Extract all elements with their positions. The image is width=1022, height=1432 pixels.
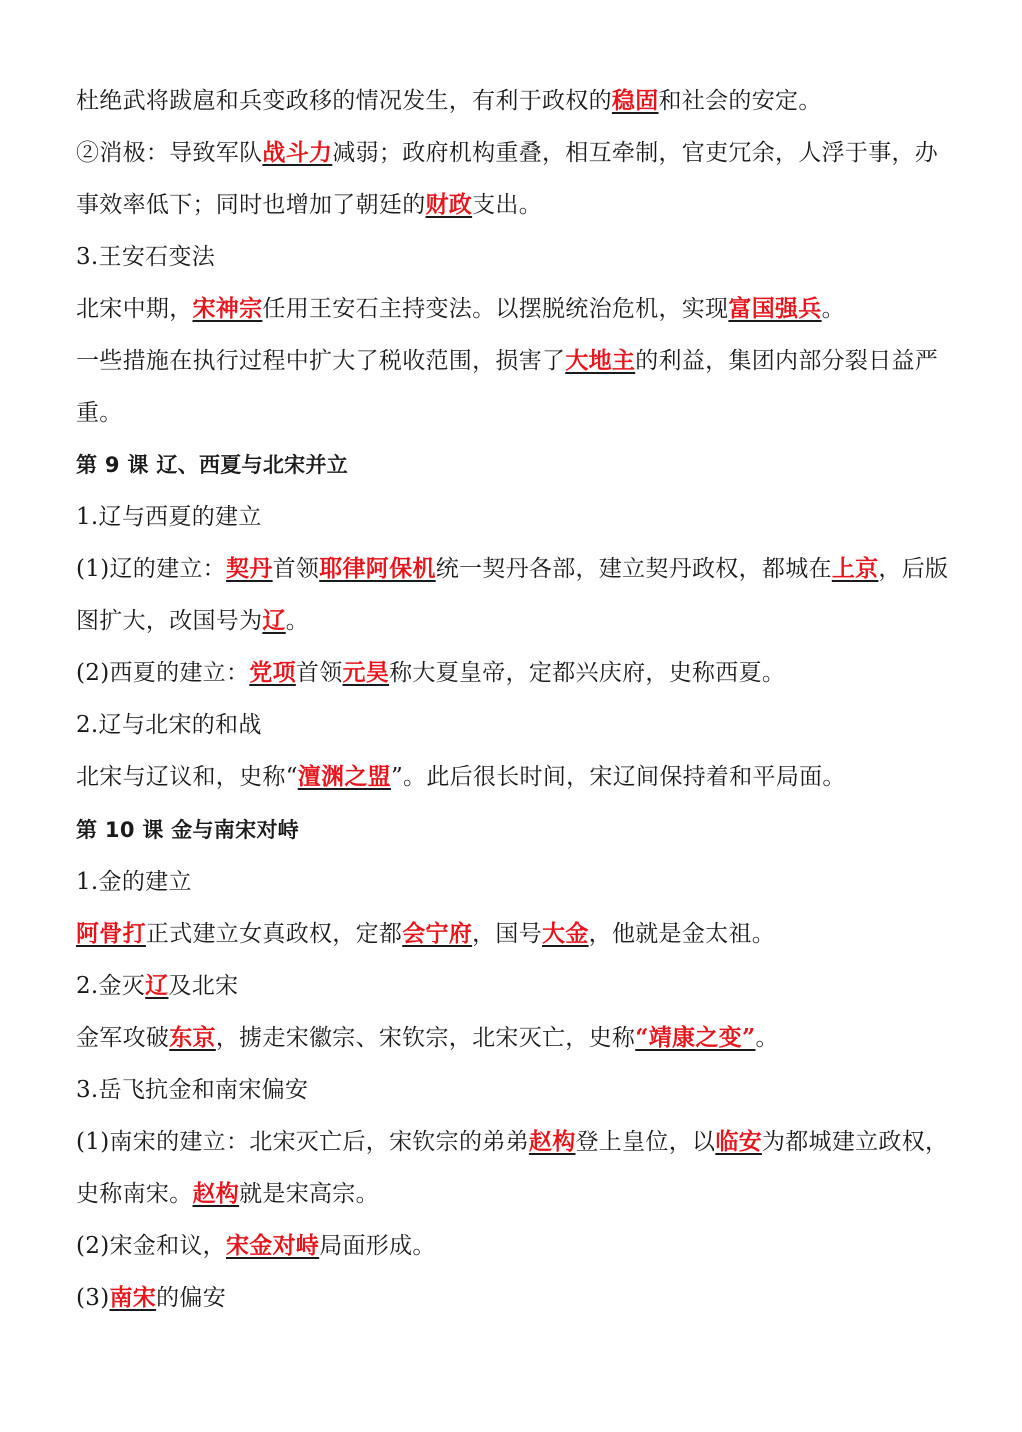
text-run: ”。此后很长时间，宋辽间保持着和平局面。 bbox=[390, 764, 846, 790]
key-term: 宋金对峙 bbox=[225, 1232, 320, 1259]
text-run: ，他就是金太祖。 bbox=[588, 921, 776, 947]
text-line bbox=[76, 1075, 308, 1105]
text-line bbox=[76, 658, 785, 688]
text-line bbox=[76, 867, 192, 897]
text-run: 统一契丹各部，建立契丹政权，都城在 bbox=[435, 556, 832, 582]
key-term: 契丹 bbox=[225, 555, 273, 582]
key-term: 大地主 bbox=[565, 347, 636, 374]
text-run: 的偏安 bbox=[156, 1285, 226, 1311]
text-line bbox=[76, 554, 948, 584]
text-run: 为都城建立政权， bbox=[761, 1129, 949, 1155]
key-term: 澶渊之盟 bbox=[297, 763, 391, 790]
text-run: 。 bbox=[821, 296, 845, 322]
key-term: 南宋 bbox=[109, 1284, 157, 1311]
text-run: 登上皇位，以 bbox=[575, 1129, 716, 1155]
text-run: 杜绝武将跋扈和兵变政移的情况发生，有利于政权的 bbox=[76, 88, 612, 114]
lesson-heading bbox=[76, 450, 348, 480]
text-run: (2)西夏的建立： bbox=[76, 660, 250, 686]
key-term: 辽 bbox=[262, 607, 286, 634]
text-line bbox=[76, 606, 309, 636]
key-term: 辽 bbox=[145, 972, 169, 999]
text-line bbox=[76, 242, 215, 272]
key-term: 临安 bbox=[715, 1128, 762, 1155]
text-line bbox=[76, 86, 822, 116]
text-run: 的利益，集团内部分裂日益严 bbox=[635, 348, 939, 374]
key-term: 元昊 bbox=[342, 659, 390, 686]
key-term: 党项 bbox=[249, 659, 296, 686]
key-term: 会宁府 bbox=[402, 920, 473, 947]
text-run: 第 10 课 金与南宋对峙 bbox=[76, 818, 300, 842]
text-run: 1.金的建立 bbox=[76, 869, 192, 895]
text-run: 3.王安石变法 bbox=[76, 244, 216, 270]
text-run: 第 9 课 辽、西夏与北宋并立 bbox=[76, 453, 349, 477]
text-run: 。 bbox=[755, 1025, 779, 1051]
key-term: 赵构 bbox=[192, 1180, 240, 1207]
text-line bbox=[76, 1023, 779, 1053]
text-run: ②消极：导致军队 bbox=[76, 140, 263, 166]
key-term: 稳固 bbox=[611, 87, 659, 114]
key-term: 富国强兵 bbox=[728, 295, 822, 322]
key-term: 财政 bbox=[425, 191, 473, 218]
text-line bbox=[76, 190, 542, 220]
text-run: 局面形成。 bbox=[319, 1233, 436, 1259]
text-run: 图扩大，改国号为 bbox=[76, 608, 263, 634]
text-run: ，国号 bbox=[472, 921, 543, 947]
text-line bbox=[76, 502, 262, 532]
text-run: (3) bbox=[76, 1285, 110, 1311]
key-term: 战斗力 bbox=[262, 139, 333, 166]
text-run: 和社会的安定。 bbox=[658, 88, 822, 114]
text-run: 重。 bbox=[76, 400, 123, 426]
key-term: 东京 bbox=[169, 1024, 216, 1051]
key-term: 大金 bbox=[542, 920, 589, 947]
key-term: “靖康之变” bbox=[635, 1024, 756, 1051]
text-line bbox=[76, 398, 123, 428]
key-term: 阿骨打 bbox=[76, 920, 146, 947]
text-line bbox=[76, 762, 846, 792]
text-run: 北宋中期， bbox=[76, 296, 193, 322]
key-term: 耶律阿保机 bbox=[319, 555, 436, 582]
text-run: (1)南宋的建立：北宋灭亡后，宋钦宗的弟弟 bbox=[76, 1129, 529, 1155]
text-run: 首领 bbox=[295, 660, 343, 686]
text-run: 正式建立女真政权，定都 bbox=[145, 921, 403, 947]
text-run: 2.辽与北宋的和战 bbox=[76, 712, 262, 738]
text-line bbox=[76, 1283, 226, 1313]
text-line bbox=[76, 1179, 379, 1209]
lesson-heading bbox=[76, 815, 299, 845]
text-line bbox=[76, 971, 238, 1001]
text-run: 1.辽与西夏的建立 bbox=[76, 504, 262, 530]
text-run: (2)宋金和议， bbox=[76, 1233, 226, 1259]
text-run: 支出。 bbox=[472, 192, 543, 218]
text-run: 就是宋高宗。 bbox=[239, 1181, 379, 1207]
text-line bbox=[76, 138, 938, 168]
text-line bbox=[76, 919, 775, 949]
text-run: 史称南宋。 bbox=[76, 1181, 193, 1207]
text-line bbox=[76, 1127, 948, 1157]
text-line bbox=[76, 710, 262, 740]
text-line bbox=[76, 1231, 436, 1261]
key-term: 宋神宗 bbox=[192, 295, 263, 322]
text-line bbox=[76, 346, 938, 376]
text-run: 。 bbox=[285, 608, 310, 634]
text-line bbox=[76, 294, 845, 324]
text-run: 一些措施在执行过程中扩大了税收范围，损害了 bbox=[76, 348, 566, 374]
text-run: 3.岳飞抗金和南宋偏安 bbox=[76, 1077, 309, 1103]
text-run: 任用王安石主持变法。以摆脱统治危机，实现 bbox=[262, 296, 729, 322]
text-run: 及北宋 bbox=[168, 973, 239, 999]
text-run: 北宋与辽议和，史称“ bbox=[76, 764, 298, 790]
text-run: 称大夏皇帝，定都兴庆府，史称西夏。 bbox=[389, 660, 786, 686]
text-run: ，后版 bbox=[878, 556, 949, 582]
key-term: 上京 bbox=[831, 555, 879, 582]
text-run: 2.金灭 bbox=[76, 973, 146, 999]
text-run: 金军攻破 bbox=[76, 1025, 170, 1051]
key-term: 赵构 bbox=[528, 1128, 576, 1155]
text-run: ，掳走宋徽宗、宋钦宗，北宋灭亡，史称 bbox=[215, 1025, 636, 1051]
text-run: (1)辽的建立： bbox=[76, 556, 226, 582]
text-run: 首领 bbox=[272, 556, 320, 582]
text-run: 减弱；政府机构重叠，相互牵制，官吏冗余，人浮于事，办 bbox=[332, 140, 939, 166]
text-run: 事效率低下；同时也增加了朝廷的 bbox=[76, 192, 426, 218]
